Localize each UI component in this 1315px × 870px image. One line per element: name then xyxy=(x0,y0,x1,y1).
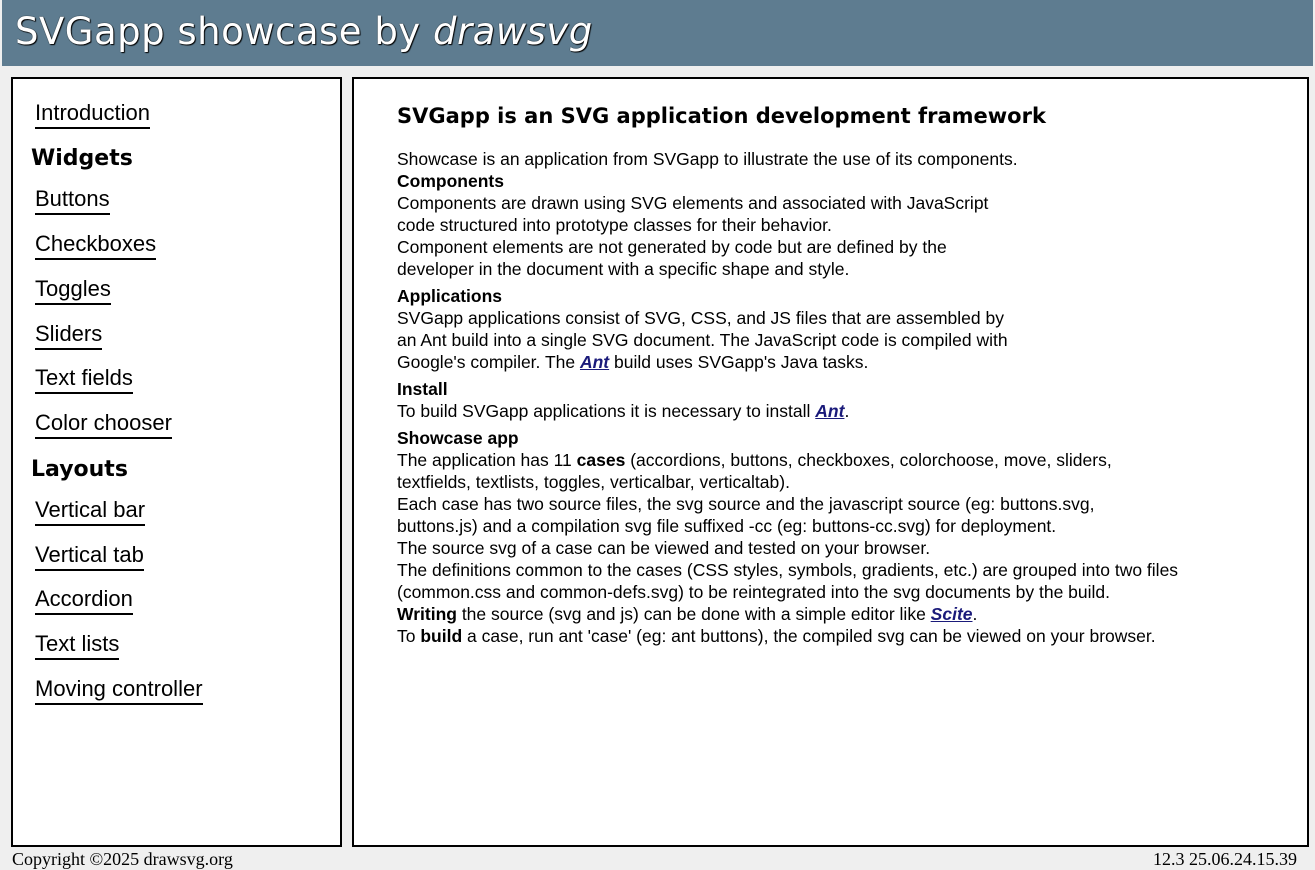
footer-version: 12.3 25.06.24.15.39 xyxy=(1153,849,1297,869)
showcase-text: . xyxy=(972,604,978,624)
showcase-line xyxy=(397,603,1277,625)
components-line: code structured into prototype classes for their behavior. xyxy=(397,215,832,235)
install-text: To build SVGapp applications it is necessary to install xyxy=(397,401,816,421)
showcase-line: The source svg of a case can be viewed and tested on your browser. xyxy=(397,538,931,558)
showcase-text: a case, run ant 'case' (eg: ant buttons), the compiled svg can be viewed on your browser. xyxy=(462,626,1156,646)
components-heading: Components xyxy=(397,171,504,191)
sidebar-item-color-chooser[interactable]: Color chooser xyxy=(35,410,172,439)
showcase-text: The application has 11 xyxy=(397,450,577,470)
writing-bold: Writing xyxy=(397,604,457,624)
content-panel xyxy=(352,77,1309,847)
ant-link[interactable]: Ant xyxy=(579,352,610,372)
app-title-prefix: SVGapp showcase by xyxy=(15,10,433,53)
applications-paragraph xyxy=(397,307,1277,373)
sidebar-item-vertical-bar[interactable]: Vertical bar xyxy=(35,497,145,526)
sidebar-nav xyxy=(11,77,342,847)
cases-bold: cases xyxy=(576,450,626,470)
ant-install-link[interactable]: Ant xyxy=(815,401,845,421)
showcase-line: textfields, textlists, toggles, verticalbar, verticaltab). xyxy=(397,472,790,492)
applications-heading: Applications xyxy=(397,286,503,306)
components-paragraph xyxy=(397,192,1277,280)
footer-copyright: Copyright ©2025 drawsvg.org xyxy=(12,849,233,869)
showcase-line: buttons.js) and a compilation svg file suffixed -cc (eg: buttons-cc.svg) for deployment. xyxy=(397,516,1057,536)
showcase-text: To xyxy=(397,626,421,646)
showcase-line: Each case has two source files, the svg source and the javascript source (eg: buttons.svg, xyxy=(397,494,1095,514)
app-title xyxy=(15,8,593,56)
showcase-line: (common.css and common-defs.svg) to be reintegrated into the svg documents by the build. xyxy=(397,582,1110,602)
scite-link[interactable]: Scite xyxy=(930,604,973,624)
sidebar-item-accordion[interactable]: Accordion xyxy=(35,586,133,615)
sidebar-heading-widgets: Widgets xyxy=(31,146,133,171)
sidebar-item-checkboxes[interactable]: Checkboxes xyxy=(35,231,156,260)
sidebar-item-introduction[interactable]: Introduction xyxy=(35,100,150,129)
install-heading: Install xyxy=(397,379,448,399)
showcase-line: The definitions common to the cases (CSS styles, symbols, gradients, etc.) are grouped into two files xyxy=(397,560,1179,580)
sidebar-item-text-fields[interactable]: Text fields xyxy=(35,365,133,394)
applications-text: build uses SVGapp's Java tasks. xyxy=(609,352,869,372)
app-title-brand: drawsvg xyxy=(432,10,593,53)
page-title: SVGapp is an SVG application development framework xyxy=(397,104,1046,128)
sidebar-item-text-lists[interactable]: Text lists xyxy=(35,631,119,660)
sidebar-item-sliders[interactable]: Sliders xyxy=(35,321,102,350)
applications-text: Google's compiler. The xyxy=(397,352,580,372)
intro-paragraph: Showcase is an application from SVGapp to illustrate the use of its components. xyxy=(397,149,1018,169)
showcase-line xyxy=(397,449,1277,471)
applications-line: SVGapp applications consist of SVG, CSS, and JS files that are assembled by xyxy=(397,308,1004,328)
sidebar-item-vertical-tab[interactable]: Vertical tab xyxy=(35,542,144,571)
components-line: Component elements are not generated by code but are defined by the xyxy=(397,237,947,257)
showcase-line xyxy=(397,625,1277,647)
sidebar-item-toggles[interactable]: Toggles xyxy=(35,276,111,305)
showcase-paragraph xyxy=(397,449,1277,647)
sidebar-item-buttons[interactable]: Buttons xyxy=(35,186,110,215)
showcase-text: (accordions, buttons, checkboxes, colorchoose, move, sliders, xyxy=(625,450,1112,470)
applications-line: an Ant build into a single SVG document. The JavaScript code is compiled with xyxy=(397,330,1008,350)
components-line: developer in the document with a specific shape and style. xyxy=(397,259,850,279)
content-body xyxy=(397,101,1277,647)
components-line: Components are drawn using SVG elements and associated with JavaScript xyxy=(397,193,989,213)
sidebar-item-moving-controller[interactable]: Moving controller xyxy=(35,676,203,705)
showcase-heading: Showcase app xyxy=(397,428,519,448)
applications-line xyxy=(397,351,1277,373)
app-header xyxy=(2,0,1313,66)
install-paragraph xyxy=(397,400,1277,422)
build-bold: build xyxy=(420,626,463,646)
showcase-text: the source (svg and js) can be done with a simple editor like xyxy=(456,604,931,624)
install-text: . xyxy=(844,401,850,421)
sidebar-heading-layouts: Layouts xyxy=(31,457,128,482)
